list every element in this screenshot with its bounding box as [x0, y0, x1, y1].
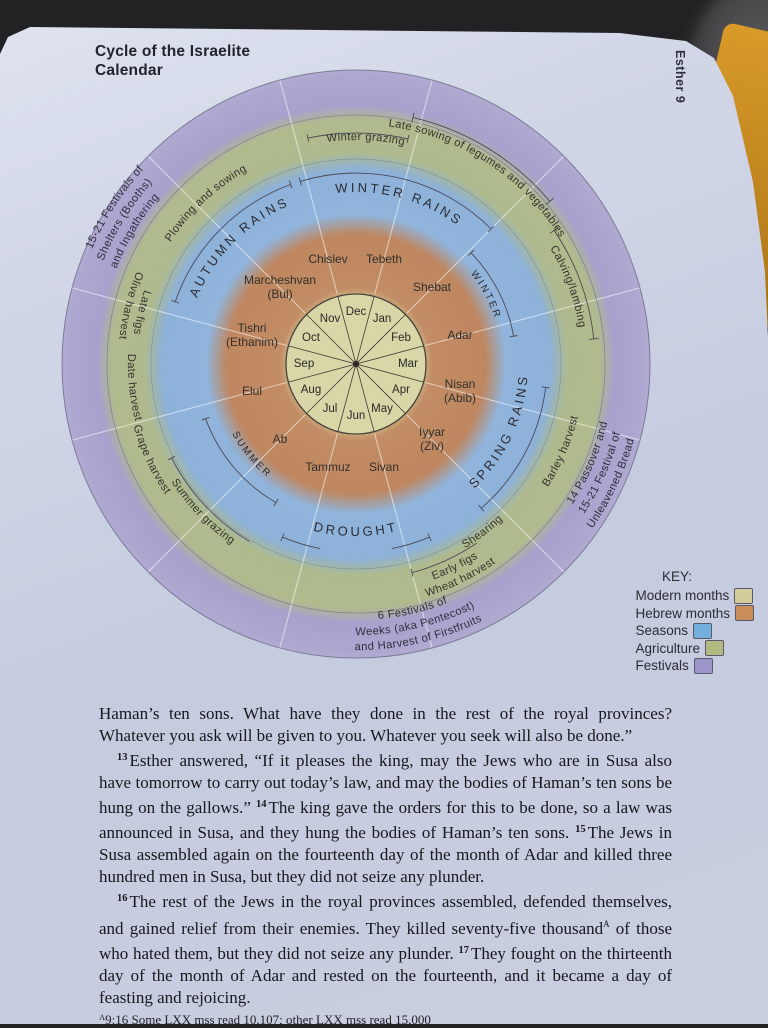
modern-month-label: May: [371, 403, 393, 416]
agriculture-label-barley-harvest: Barley harvest: [540, 414, 581, 489]
modern-month-label: Jan: [372, 313, 392, 326]
hebrew-month-label: Nisan: [444, 377, 476, 392]
season-label-winter-rains: WINTER RAINS: [334, 179, 466, 229]
key-row: [635, 622, 754, 640]
body-text: [99, 703, 672, 1009]
key-row: [635, 605, 754, 623]
verse-text: Haman’s ten sons. What have they done in the rest of the royal provinces? Whatever you ask will be given to you. Whatever you seek will also be done.”: [99, 704, 672, 745]
hebrew-month-label: Adar: [447, 328, 473, 343]
verse-number: 15: [575, 824, 586, 835]
body-paragraph: [99, 888, 672, 1009]
verse-text: The king gave the orders for this to be done, so a law was announced in Susa, and they hung the bodies of Haman’s ten sons.: [99, 798, 672, 842]
hebrew-month-label: (Bul): [267, 287, 293, 302]
key-label: Festivals: [635, 658, 689, 674]
hebrew-month-label: Iyyar: [418, 425, 446, 440]
season-label-autumn-rains: AUTUMN RAINS: [186, 194, 292, 300]
agriculture-label-date-harvest: Date harvest: [124, 353, 145, 423]
verse-text: of those who hated them, but they did not seize any plunder.: [99, 919, 673, 963]
festival-label-weeks-line2: Weeks (aka Pentecost): [355, 599, 477, 639]
modern-month-label: Jun: [346, 410, 366, 423]
verse-text: Esther answered, “If it pleases the king, may the Jews who are in Susa also have tomorrow to carry out today’s law, and may the bodies of Haman’s ten sons be hung on the gallows.”: [99, 751, 672, 817]
footnote-marker: A: [99, 1012, 106, 1022]
hebrew-month-label: Sivan: [368, 460, 400, 475]
modern-month-label: Jul: [322, 403, 338, 416]
festival-label-shelters-line1: 15-21 Festivals of: [83, 163, 146, 251]
running-head: Esther 9: [673, 50, 687, 104]
hebrew-month-label: Tebeth: [365, 252, 403, 267]
key-label: Agriculture: [635, 640, 700, 656]
agriculture-label-calving-lambing: Calving/lambing: [547, 243, 588, 329]
hebrew-month-label: Marcheshvan: [243, 273, 317, 288]
agriculture-label-late-figs: Late figs: [130, 288, 154, 336]
season-label-spring-rains: SPRING RAINS: [465, 373, 531, 492]
body-paragraph: [99, 703, 672, 747]
verse-number: 16: [117, 893, 128, 904]
festival-label-shelters-line3: and Ingathering: [107, 191, 162, 270]
hebrew-month-label: Tammuz: [305, 460, 351, 475]
key-label: Modern months: [635, 588, 730, 604]
verse-text: The rest of the Jews in the royal provinces assembled, defended themselves, and gained relief from their enemies. They killed seventy-five thousand: [99, 892, 672, 938]
footnote-marker: A: [603, 919, 610, 929]
agriculture-label-early-figs: Early figs: [430, 549, 480, 583]
body-paragraph: [99, 747, 672, 888]
key-row: [635, 587, 754, 605]
diagram-center-dot: [353, 361, 359, 367]
festival-label-shelters-line2: Shelters (Booths): [94, 176, 155, 263]
israelite-calendar-diagram: [56, 64, 656, 664]
verse-text: The Jews in Susa assembled again on the fourteenth day of the month of Adar and killed three hundred men in Susa, but they did not seize any plunder.: [99, 823, 672, 886]
season-label-drought: DROUGHT: [312, 518, 400, 540]
key-swatch: [705, 640, 724, 656]
key-row: [635, 657, 754, 675]
modern-month-label: Sep: [293, 358, 315, 371]
modern-month-label: Mar: [398, 358, 418, 371]
modern-month-label: Aug: [300, 384, 322, 397]
verse-text: They fought on the thirteenth day of the month of Adar and rested on the fourteenth, and it became a day of feasting and rejoicing.: [99, 944, 672, 1007]
modern-month-label: Feb: [391, 332, 411, 345]
festival-label-passover-line2: 15-21 Festival of: [576, 430, 624, 516]
verse-number: 14: [256, 799, 267, 810]
key-swatch: [694, 658, 713, 674]
season-label-summer: SUMMER: [229, 429, 274, 481]
festival-label-passover-line3: Unleavened Bread: [584, 436, 637, 531]
hebrew-month-label: (Abib): [443, 391, 477, 406]
modern-month-label: Dec: [345, 306, 367, 319]
hebrew-month-label: Ab: [272, 432, 288, 447]
agriculture-label-olive-harvest: Olive harvest: [116, 269, 146, 341]
hebrew-month-label: Shebat: [412, 280, 452, 295]
hebrew-month-label: (Ziv): [420, 439, 444, 454]
hebrew-month-label: Chislev: [308, 252, 348, 267]
festival-label-weeks-line1: 6 Festivals of: [377, 594, 449, 623]
festival-label-weeks-line3: and Harvest of Firstfruits: [354, 612, 484, 654]
verse-number: 13: [117, 752, 128, 763]
agriculture-label-winter-grazing: Winter grazing: [325, 131, 407, 149]
key-swatch: [735, 605, 754, 621]
key-swatch: [693, 623, 712, 639]
key-rows: [635, 587, 754, 675]
hebrew-month-label: (Ethanim): [225, 335, 279, 350]
hebrew-month-label: Tishri: [237, 321, 267, 336]
agriculture-label-summer-grazing: Summer grazing: [168, 476, 238, 547]
key-legend: [584, 569, 754, 675]
footnote-text: 9:16 Some LXX mss read 10,107; other LXX mss read 15,000: [105, 1012, 431, 1027]
key-label: Seasons: [635, 623, 688, 639]
modern-month-label: Oct: [302, 332, 320, 345]
hebrew-month-label: Elul: [241, 384, 263, 399]
modern-month-label: Apr: [392, 384, 410, 397]
agriculture-label-plowing-sowing: Plowing and sowing: [162, 162, 249, 244]
verse-number: 17: [458, 945, 469, 956]
agriculture-label-shearing: Shearing: [460, 512, 506, 551]
agriculture-label-late-sowing: Late sowing of legumes and vegetables: [387, 117, 568, 240]
season-label-winter: WINTER: [468, 268, 503, 321]
key-row: [635, 640, 754, 658]
key-label: Hebrew months: [635, 605, 730, 621]
page-title: Cycle of the Israelite Calendar: [95, 43, 251, 80]
footnote: [99, 1012, 672, 1028]
key-swatch: [734, 588, 753, 604]
key-title: KEY:: [661, 569, 692, 584]
festival-label-passover-line1: 14 Passover and: [564, 419, 611, 507]
modern-month-label: Nov: [319, 313, 341, 326]
agriculture-label-grape-harvest: Grape harvest: [130, 423, 173, 497]
agriculture-label-wheat-harvest: Wheat harvest: [423, 555, 498, 600]
